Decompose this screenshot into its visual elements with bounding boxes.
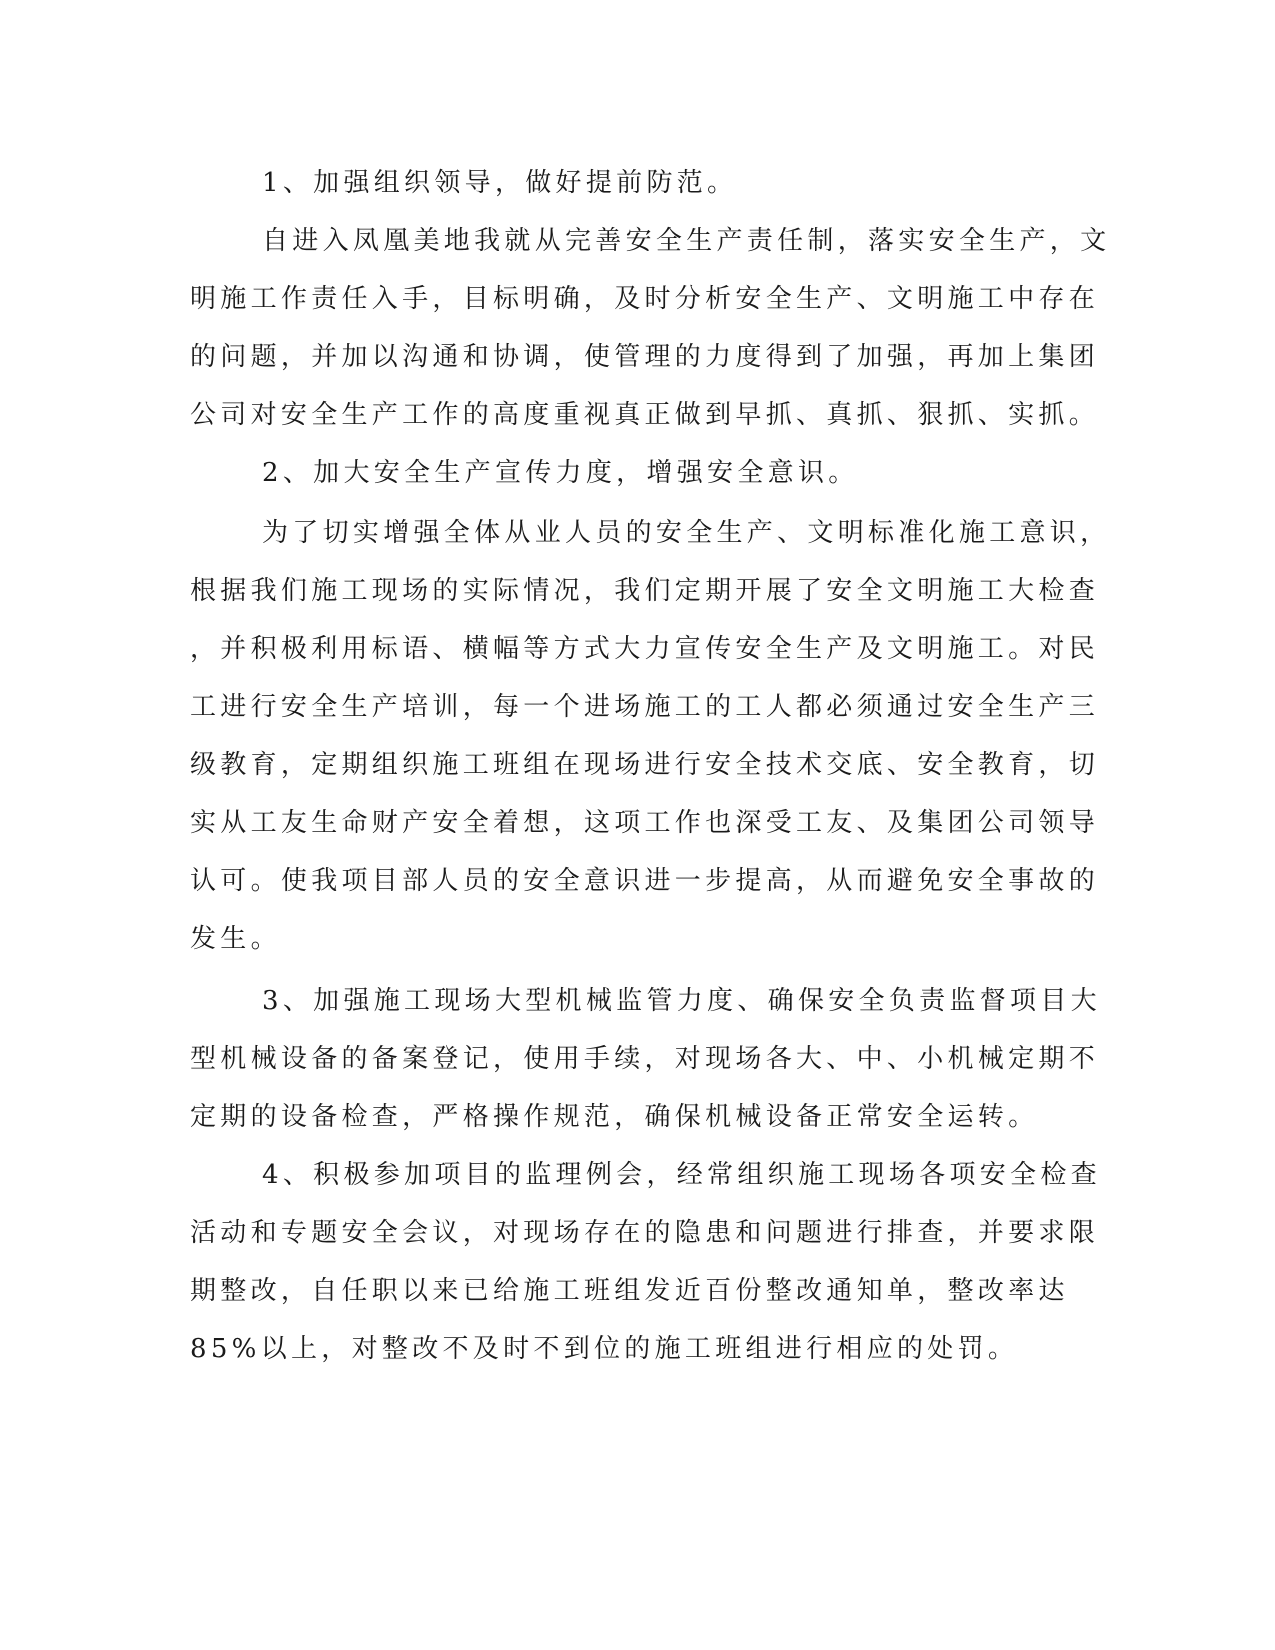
paragraph-4-line-3: 期整改，自任职以来已给施工班组发近百份整改通知单，整改率达: [190, 1276, 1069, 1306]
paragraph-2-line-1: 为了切实增强全体从业人员的安全生产、文明标准化施工意识，: [262, 518, 1111, 548]
paragraph-1-line-2: 明施工作责任入手，目标明确，及时分析安全生产、文明施工中存在: [190, 284, 1100, 314]
paragraph-4-line-2: 活动和专题安全会议，对现场存在的隐患和问题进行排查，并要求限: [190, 1218, 1100, 1248]
paragraph-2-line-7: 认可。使我项目部人员的安全意识进一步提高，从而避免安全事故的: [190, 866, 1100, 896]
paragraph-3-line-1: 3、加强施工现场大型机械监管力度、确保安全负责监督项目大: [262, 986, 1101, 1016]
paragraph-2-line-8: 发生。: [190, 924, 281, 954]
paragraph-2-line-3: ，并积极利用标语、横幅等方式大力宣传安全生产及文明施工。对民: [190, 634, 1100, 664]
paragraph-2-line-4: 工进行安全生产培训，每一个进场施工的工人都必须通过安全生产三: [190, 692, 1100, 722]
paragraph-4-line-1: 4、积极参加项目的监理例会，经常组织施工现场各项安全检查: [262, 1160, 1101, 1190]
paragraph-1-line-1: 自进入凤凰美地我就从完善安全生产责任制，落实安全生产，文: [262, 226, 1111, 256]
heading-1: 1、加强组织领导，做好提前防范。: [262, 168, 738, 198]
paragraph-1-line-3: 的问题，并加以沟通和协调，使管理的力度得到了加强，再加上集团: [190, 342, 1100, 372]
paragraph-4-line-4: 85%以上，对整改不及时不到位的施工班组进行相应的处罚。: [190, 1334, 1019, 1364]
paragraph-2-line-6: 实从工友生命财产安全着想，这项工作也深受工友、及集团公司领导: [190, 808, 1100, 838]
paragraph-2-line-2: 根据我们施工现场的实际情况，我们定期开展了安全文明施工大检查: [190, 576, 1100, 606]
paragraph-2-line-5: 级教育，定期组织施工班组在现场进行安全技术交底、安全教育，切: [190, 750, 1100, 780]
paragraph-3-line-2: 型机械设备的备案登记，使用手续，对现场各大、中、小机械定期不: [190, 1044, 1100, 1074]
paragraph-3-line-3: 定期的设备检查，严格操作规范，确保机械设备正常安全运转。: [190, 1102, 1039, 1132]
paragraph-1-line-4: 公司对安全生产工作的高度重视真正做到早抓、真抓、狠抓、实抓。: [190, 400, 1100, 430]
heading-2: 2、加大安全生产宣传力度，增强安全意识。: [262, 458, 859, 488]
